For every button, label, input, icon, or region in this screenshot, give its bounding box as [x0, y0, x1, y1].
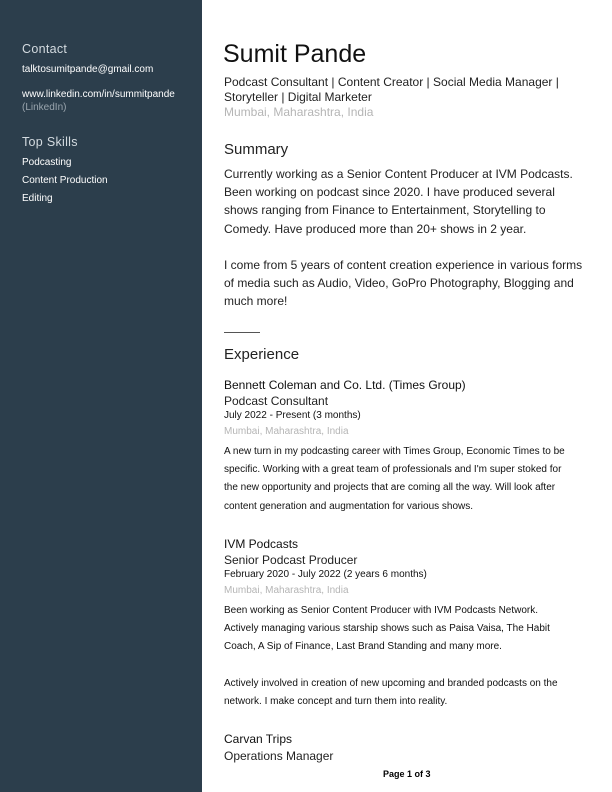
- text-line: the new opportunity and projects that are coming all the way. Will look after: [224, 482, 556, 494]
- page-number: Page 1 of 3: [383, 769, 431, 779]
- text-line: Been working as Senior Content Producer with IVM Podcasts Network.: [224, 605, 539, 616]
- job-location: Mumbai, Maharashtra, India: [224, 426, 349, 437]
- company-name: Carvan Trips: [224, 732, 293, 746]
- text-line: Currently working as a Senior Content Producer at IVM Podcasts.: [224, 167, 573, 181]
- company-name: Bennett Coleman and Co. Ltd. (Times Group): [224, 378, 466, 392]
- summary-heading: Summary: [224, 141, 289, 158]
- text-line: I come from 5 years of content creation experience in various forms: [224, 258, 583, 272]
- profile-location: Mumbai, Maharashtra, India: [224, 105, 374, 119]
- text-line: Actively involved in creation of new upcoming and branded podcasts on the: [224, 677, 558, 689]
- job-dates: July 2022 - Present (3 months): [224, 410, 361, 421]
- job-title: Operations Manager: [224, 749, 334, 763]
- company-name: IVM Podcasts: [224, 537, 299, 551]
- text-line: Actively managing various starship shows such as Paisa Vaisa, The Habit: [224, 623, 550, 635]
- headline-line: Podcast Consultant | Content Creator | Social Media Manager |: [224, 75, 559, 89]
- summary-paragraph: [224, 165, 582, 311]
- text-line: A new turn in my podcasting career with Times Group, Economic Times to be: [224, 446, 565, 457]
- headline-line: Storyteller | Digital Marketer: [224, 90, 372, 104]
- text-line: Coach, A Sip of Finance, Last Brand Standing and many more.: [224, 641, 502, 653]
- text-line: of media such as Audio, Video, GoPro Photography, Blogging and: [224, 276, 574, 291]
- skill-item: Content Production: [22, 175, 108, 186]
- job-description: [224, 602, 558, 711]
- divider: [224, 332, 260, 333]
- skill-item: Podcasting: [22, 157, 72, 168]
- text-line: much more!: [224, 294, 288, 309]
- skill-item: Editing: [22, 193, 53, 204]
- contact-heading: Contact: [22, 42, 68, 56]
- profile-name: Sumit Pande: [223, 40, 367, 68]
- sidebar: [0, 0, 202, 792]
- text-line: network. I make concept and turn them into reality.: [224, 696, 448, 707]
- job-location: Mumbai, Maharashtra, India: [224, 585, 349, 596]
- text-line: Been working on podcast since 2020. I have produced several: [224, 185, 555, 200]
- text-line: shows ranging from Finance to Entertainment, Storytelling to: [224, 203, 546, 218]
- linkedin-link[interactable]: www.linkedin.com/in/summitpande: [22, 89, 175, 100]
- skills-heading: Top Skills: [22, 135, 78, 149]
- job-title: Senior Podcast Producer: [224, 553, 358, 567]
- text-line: content generation and augmentation for various shows.: [224, 500, 474, 512]
- text-line: specific. Working with a great team of professionals and I'm super stoked for: [224, 464, 562, 476]
- text-line: Comedy. Have produced more than 20+ shows in 2 year.: [224, 221, 527, 236]
- job-dates: February 2020 - July 2022 (2 years 6 months): [224, 569, 427, 580]
- experience-heading: Experience: [224, 346, 300, 363]
- job-description: [224, 443, 565, 516]
- job-title: Podcast Consultant: [224, 394, 329, 408]
- email-link[interactable]: talktosumitpande@gmail.com: [22, 64, 154, 75]
- linkedin-label: (LinkedIn): [22, 102, 67, 113]
